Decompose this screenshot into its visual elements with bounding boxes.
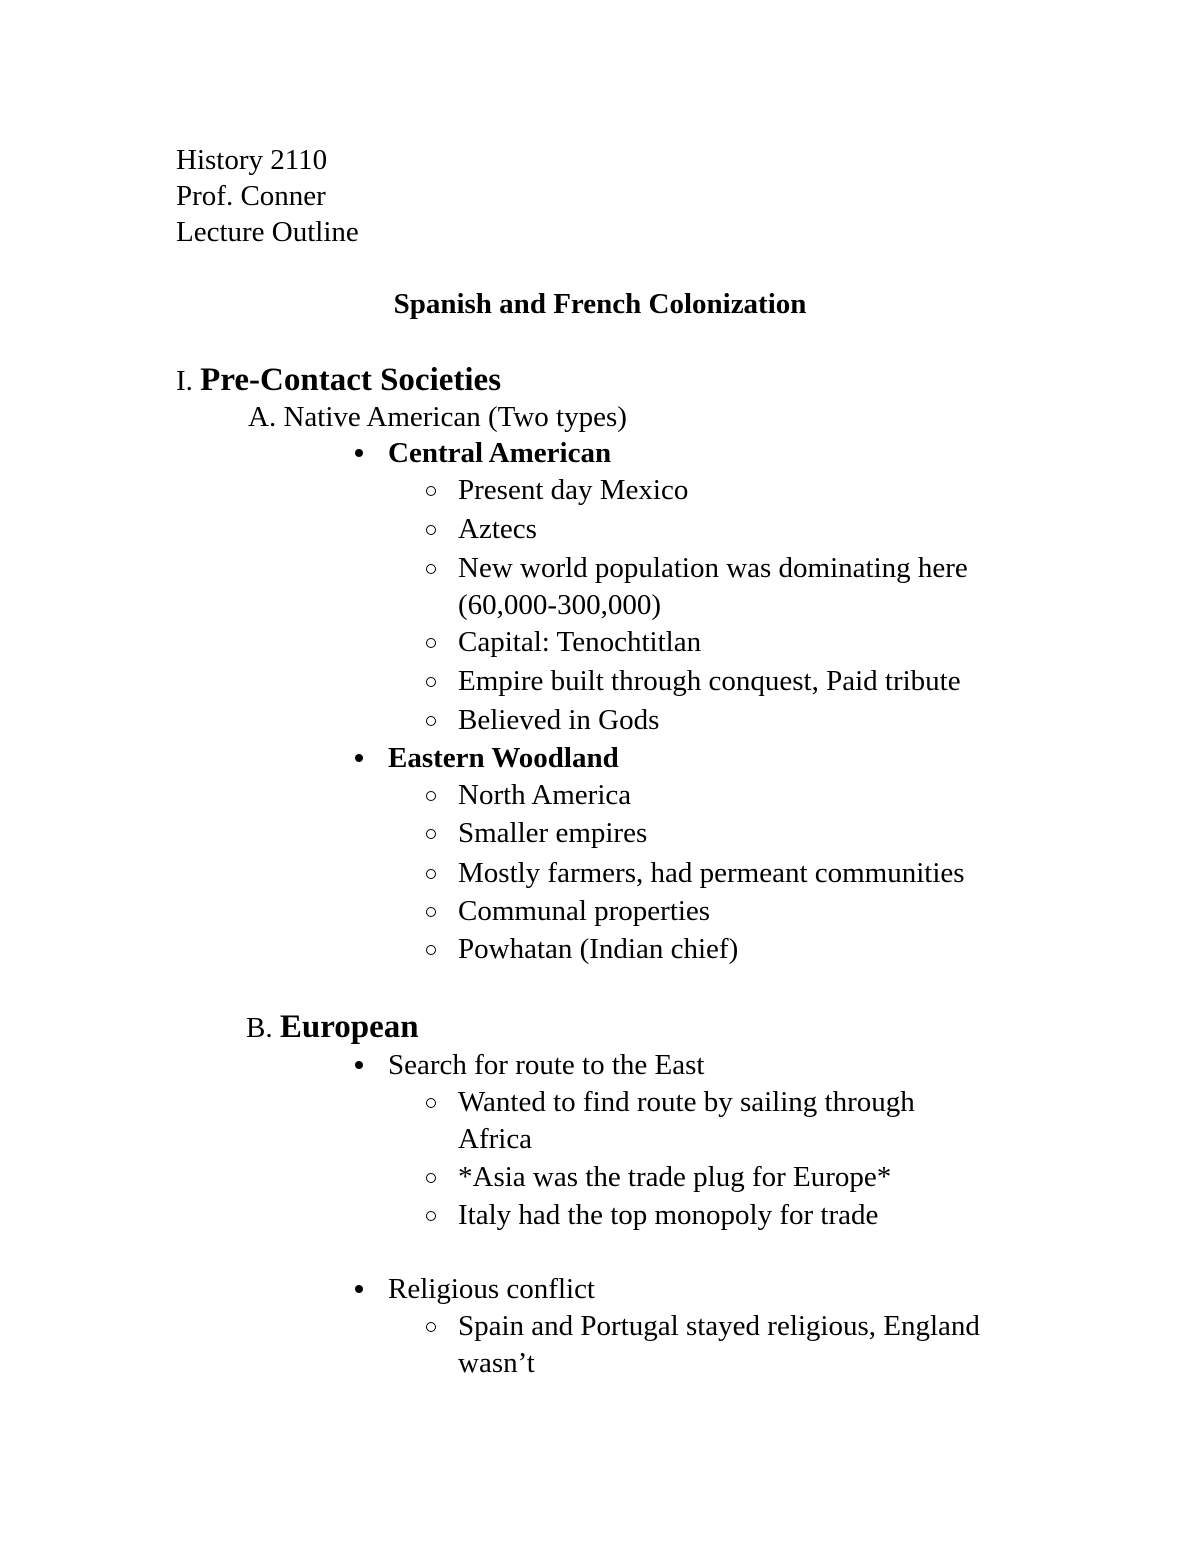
subsection-a-text: Native American (Two types) bbox=[283, 401, 627, 433]
list-item-continuation: Africa bbox=[458, 1123, 533, 1155]
subsection-b-heading bbox=[246, 1007, 419, 1048]
list-item: Aztecs bbox=[458, 513, 537, 545]
list-item: Communal properties bbox=[458, 895, 711, 927]
section-1-heading bbox=[176, 360, 501, 401]
list-item: *Asia was the trade plug for Europe* bbox=[458, 1161, 892, 1193]
circle-bullet-icon bbox=[426, 638, 436, 648]
circle-bullet-icon bbox=[426, 564, 436, 574]
circle-bullet-icon bbox=[426, 869, 436, 879]
list-item: North America bbox=[458, 779, 632, 811]
circle-bullet-icon bbox=[426, 525, 436, 535]
list-item: Spain and Portugal stayed religious, England bbox=[458, 1310, 980, 1342]
circle-bullet-icon bbox=[426, 1211, 436, 1221]
list-item: Capital: Tenochtitlan bbox=[458, 626, 702, 658]
bullet-religious-conflict: Religious conflict bbox=[388, 1273, 595, 1305]
bullet-dot-icon bbox=[355, 1061, 363, 1069]
circle-bullet-icon bbox=[426, 1173, 436, 1183]
professor-name: Prof. Conner bbox=[176, 180, 326, 212]
bullet-dot-icon bbox=[355, 754, 363, 762]
circle-bullet-icon bbox=[426, 791, 436, 801]
page-title: Spanish and French Colonization bbox=[393, 288, 807, 320]
bullet-route-search: Search for route to the East bbox=[388, 1049, 705, 1081]
list-item: Smaller empires bbox=[458, 817, 648, 849]
list-item: Wanted to find route by sailing through bbox=[458, 1086, 915, 1118]
list-item: Empire built through conquest, Paid tribute bbox=[458, 665, 961, 697]
section-1-title: Pre-Contact Societies bbox=[200, 362, 502, 398]
section-1-numeral: I. bbox=[176, 365, 193, 397]
document-type: Lecture Outline bbox=[176, 216, 359, 248]
subsection-b-label: B. bbox=[246, 1012, 273, 1044]
circle-bullet-icon bbox=[426, 907, 436, 917]
subsection-b-title: European bbox=[279, 1009, 419, 1045]
circle-bullet-icon bbox=[426, 486, 436, 496]
list-item: New world population was dominating here bbox=[458, 552, 968, 584]
bullet-dot-icon bbox=[355, 1285, 363, 1293]
circle-bullet-icon bbox=[426, 677, 436, 687]
circle-bullet-icon bbox=[426, 945, 436, 955]
list-item-continuation: (60,000-300,000) bbox=[458, 589, 661, 621]
subsection-a bbox=[248, 399, 627, 435]
list-item-continuation: wasn’t bbox=[458, 1347, 535, 1379]
list-item: Present day Mexico bbox=[458, 474, 689, 506]
bullet-central-american: Central American bbox=[388, 437, 612, 469]
subsection-a-label: A. bbox=[248, 401, 277, 433]
bullet-eastern-woodland: Eastern Woodland bbox=[388, 742, 619, 774]
course-name: History 2110 bbox=[176, 144, 328, 176]
list-item: Italy had the top monopoly for trade bbox=[458, 1199, 879, 1231]
circle-bullet-icon bbox=[426, 829, 436, 839]
circle-bullet-icon bbox=[426, 1098, 436, 1108]
bullet-dot-icon bbox=[355, 449, 363, 457]
list-item: Believed in Gods bbox=[458, 704, 660, 736]
circle-bullet-icon bbox=[426, 1322, 436, 1332]
list-item: Powhatan (Indian chief) bbox=[458, 933, 739, 965]
circle-bullet-icon bbox=[426, 716, 436, 726]
list-item: Mostly farmers, had permeant communities bbox=[458, 857, 965, 889]
